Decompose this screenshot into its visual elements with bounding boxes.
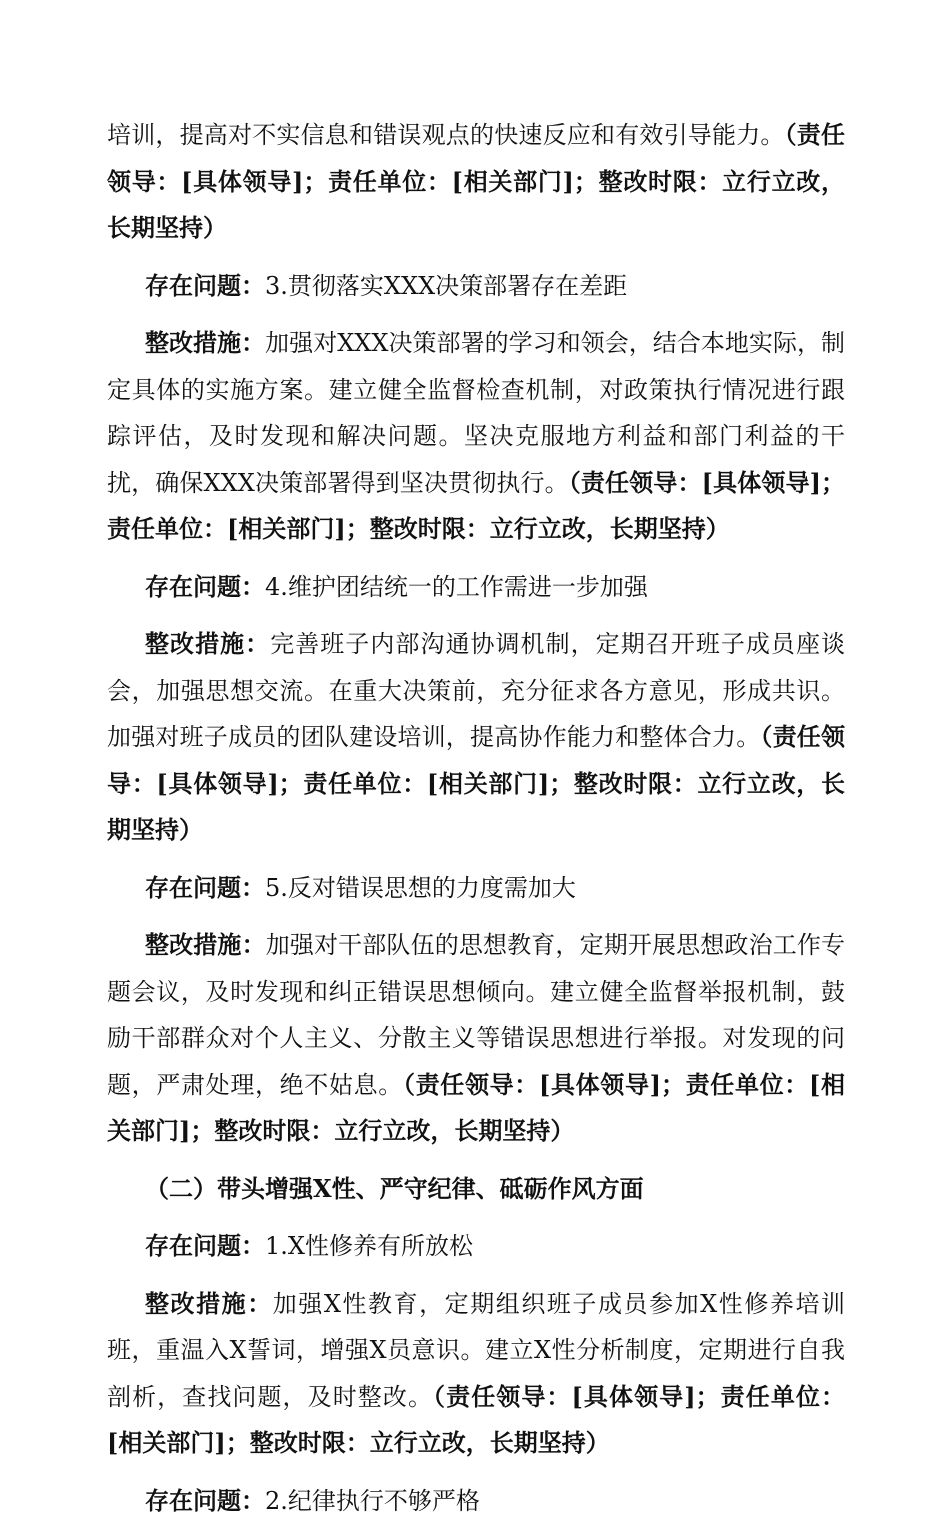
responsibility-note: （责任领导：[具体领导]；责任单位：[相关部门]；整改时限：立行立改，长期坚持） xyxy=(107,1069,845,1145)
issue-6 xyxy=(107,1223,845,1270)
issue-4 xyxy=(107,564,845,611)
issue-label: 存在问题： xyxy=(145,1231,265,1260)
responsibility-note: （责任领导：[具体领导]；责任单位：[相关部门]；整改时限：立行立改，长期坚持） xyxy=(107,722,846,844)
issue-text: 4.维护团结统一的工作需进一步加强 xyxy=(265,572,648,601)
measure-3 xyxy=(107,320,845,553)
issue-text: 3.贯彻落实XXX决策部署存在差距 xyxy=(265,271,628,300)
measure-label: 整改措施： xyxy=(145,930,266,959)
measure-6 xyxy=(107,1281,845,1467)
issue-3 xyxy=(107,263,845,310)
responsibility-note: （责任领导：[具体领导]；责任单位：[相关部门]；整改时限：立行立改，长期坚持） xyxy=(107,120,846,242)
paragraph-continuation xyxy=(107,112,845,252)
measure-text: 加强X性教育，定期组织班子成员参加X性修养培训班，重温入X誓词，增强X员意识。建立X性分析制度，定期进行自我剖析，查找问题，及时整改。 xyxy=(107,1289,846,1411)
measure-label: 整改措施： xyxy=(145,629,271,658)
measure-label: 整改措施： xyxy=(145,328,266,357)
issue-5 xyxy=(107,865,845,912)
responsibility-note: （责任领导：[具体领导]；责任单位：[相关部门]；整改时限：立行立改，长期坚持） xyxy=(107,467,845,543)
issue-text: 5.反对错误思想的力度需加大 xyxy=(265,873,576,902)
issue-label: 存在问题： xyxy=(145,270,265,300)
measure-4 xyxy=(107,621,845,854)
measure-5 xyxy=(107,922,845,1155)
issue-label: 存在问题： xyxy=(145,571,265,601)
document-body xyxy=(107,112,845,1535)
measure-text: 加强对干部队伍的思想教育，定期开展思想政治工作专题会议，及时发现和纠正错误思想倾向。建立健全监督举报机制，鼓励干部群众对个人主义、分散主义等错误思想进行举报。对发现的问题，严肃处理，绝不姑息。 xyxy=(107,931,846,1099)
issue-label: 存在问题： xyxy=(145,872,265,902)
measure-label: 整改措施： xyxy=(145,1288,273,1318)
measure-text: 加强对XXX决策部署的学习和领会，结合本地实际，制定具体的实施方案。建立健全监督检查机制，对政策执行情况进行跟踪评估，及时发现和解决问题。坚决克服地方利益和部门利益的干扰，确保XXX决策部署得到坚决贯彻执行。 xyxy=(107,329,845,497)
measure-text: 完善班子内部沟通协调机制，定期召开班子成员座谈会，加强思想交流。在重大决策前，充分征求各方意见，形成共识。加强对班子成员的团队建设培训，提高协作能力和整体合力。 xyxy=(107,630,846,751)
issue-text: 1.X性修养有所放松 xyxy=(265,1232,473,1260)
paragraph-text: 培训，提高对不实信息和错误观点的快速反应和有效引导能力。 xyxy=(107,121,785,149)
issue-7 xyxy=(107,1478,845,1525)
section-heading: （二）带头增强X性、严守纪律、砥砺作风方面 xyxy=(145,1173,644,1203)
issue-text: 2.纪律执行不够严格 xyxy=(265,1486,480,1515)
issue-label: 存在问题： xyxy=(145,1485,265,1515)
responsibility-note: （责任领导：[具体领导]；责任单位：[相关部门]；整改时限：立行立改，长期坚持） xyxy=(107,1381,845,1457)
